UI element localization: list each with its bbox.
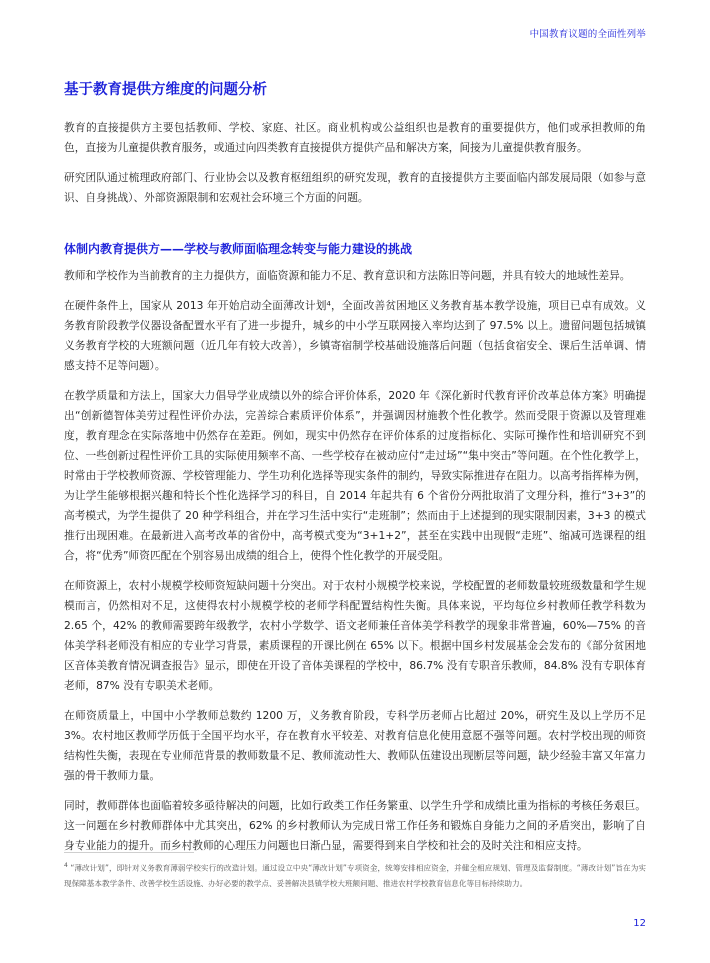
footnote-divider — [64, 852, 194, 853]
footnote-marker: 4 — [64, 862, 68, 869]
paragraph: 教师和学校作为当前教育的主力提供方，面临资源和能力不足、教育意识和方法陈旧等问题，并具有较大的地域性差异。 — [64, 269, 631, 282]
footnote — [64, 858, 646, 891]
running-header: 中国教育议题的全面性列举 — [529, 29, 646, 40]
paragraph: 研究团队通过梳理政府部门、行业协会以及教育枢纽组织的研究发现，教育的直接提供方主要面临内部发展局限（如参与意识、自身挑战）、外部资源限制和宏观社会环境三个方面的问题。 — [64, 171, 646, 204]
paragraph: 在硬件条件上，国家从 2013 年开始启动全面薄改计划⁴，全面改善贫困地区义务教育基本教学设施，项目已卓有成效。义务教育阶段教学仪器设备配置水平有了进一步提升，城乡的中小学互联网接入率均达到了 97.5% 以上。遗留问题包括城镇义务教育学校的大班额问题（近几年有较大改善），乡镇寄宿制学校基础设施落后问题（包括食宿安全、课后生活单调、情感支持不足等问题）。 — [64, 299, 646, 372]
spacer — [64, 218, 646, 240]
paragraph: 在教学质量和方法上，国家大力倡导学业成绩以外的综合评价体系，2020 年《深化新时代教育评价改革总体方案》明确提出“创新德智体美劳过程性评价办法，完善综合素质评价体系”，并强调因材施教个性化教学。然而受限于资源以及管理难度，教育理念在实际落地中仍然存在差距。例如，现实中仍然存在评价体系的过度指标化、实际可操作性和培训研究不到位、一些创新过程性评价工具的实际使用频率不高、一些学校存在被动应付“走过场”“集中突击”等问题。在个性化教学上，时常由于学校教师资源、学校管理能力、学生功利化选择等现实条件的制约，导致实际推进存在阻力。以高考指挥棒为例，为让学生能够根据兴趣和特长个性化选择学习的科目，自 2014 年起共有 6 个省份分两批取消了文理分科，推行“3+3”的高考模式，为学生提供了 20 种学科组合，并在学习生活中实行“走班制”；然而由于上述提到的现实限制因素，3+3 的模式推行出现困难。在最新进入高考改革的省份中，高考模式变为“3+1+2”，甚至在实践中出现假“走班”、缩减可选课程的组合，将“优秀”师资匹配在个别容易出成绩的组合上，使得个性化教学的开展受阻。 — [64, 389, 646, 562]
page-number: 12 — [633, 918, 646, 929]
paragraph: 在师资质量上，中国中小学教师总数约 1200 万，义务教育阶段，专科学历老师占比超过 20%，研究生及以上学历不足 3%。农村地区教师学历低于全国平均水平，存在教育水平较差、对教育信息化使用意愿不强等问题。农村学校出现的师资结构性失衡，表现在专业师范背景的教师数量不足、教师流动性大、教师队伍建设出现断层等问题，缺少经验丰富又年富力强的骨干教师力量。 — [64, 709, 646, 782]
section-title: 基于教育提供方维度的问题分析 — [64, 82, 267, 98]
paragraph: 在师资源上，农村小规模学校师资短缺问题十分突出。对于农村小规模学校来说，学校配置的老师数量较班级数量和学生规模而言，仍然相对不足，这使得农村小规模学校的老师学科配置结构性失衡。具体来说，平均每位乡村教师任教学科数为 2.65 个，42% 的教师需要跨年级教学，农村小学数学、语文老师兼任音体美学科教学的现象非常普遍，60%—75% 的音体美学科老师没有相应的专业学习背景，素质课程的开课比例在 65% 以下。根据中国乡村发展基金会发布的《部分贫困地区音体美教育情况调查报告》显示，即使在开设了音体美课程的学校中，86.7% 没有专职音乐教师，84.8% 没有专职体育老师，87% 没有专职美术老师。 — [64, 579, 646, 692]
footnote-text: “薄改计划”，即针对义务教育薄弱学校实行的改造计划。通过设立中央“薄改计划”专项资金，统筹安排相应资金，并健全相应规划、管理及监督制度。“薄改计划”旨在为实现保障基本教学条件、改善学校生活设施、办好必要的教学点、妥善解决县镇学校大班额问题、推进农村学校教育信息化等目标持续助力。 — [64, 863, 646, 888]
paragraph: 同时，教师群体也面临着较多亟待解决的问题，比如行政类工作任务繁重、以学生升学和成绩比重为指标的考核任务艰巨。这一问题在乡村教师群体中尤其突出，62% 的乡村教师认为完成日常工作任务和锻炼自身能力之间的矛盾突出，影响了自身专业能力的提升。而乡村教师的心理压力问题也日渐凸显，需要得到来自学校和社会的及时关注和相应支持。 — [64, 799, 646, 852]
main-content — [64, 80, 646, 866]
subsection-title: 体制内教育提供方——学校与教师面临理念转变与能力建设的挑战 — [64, 242, 413, 256]
paragraph: 教育的直接提供方主要包括教师、学校、家庭、社区。商业机构或公益组织也是教育的重要提供方，他们或承担教师的角色，直接为儿童提供教育服务，或通过向四类教育直接提供方提供产品和解决方案，间接为儿童提供教育服务。 — [64, 121, 646, 154]
